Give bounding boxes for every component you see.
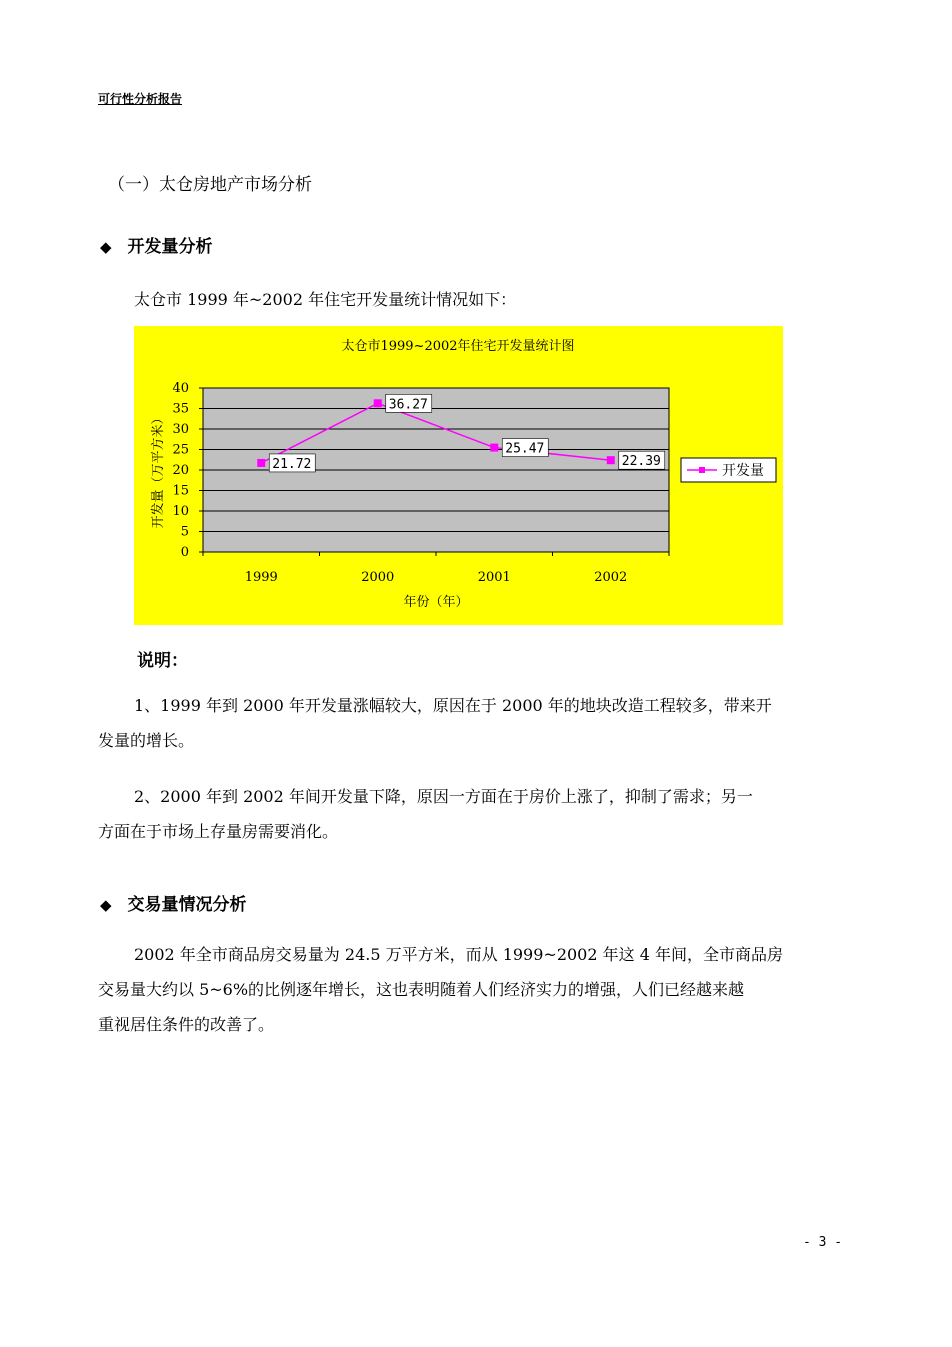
y-axis-label: 开发量（万平方米） [151, 411, 166, 529]
y-tick-label: 40 [172, 381, 189, 396]
diamond-bullet-icon: ◆ [100, 238, 112, 256]
development-heading-text: 开发量分析 [127, 237, 213, 257]
legend-marker-swatch [699, 467, 705, 473]
data-point [374, 399, 382, 407]
x-axis-label: 年份（年） [403, 595, 469, 610]
x-tick-label: 2002 [594, 570, 628, 585]
trade-line-2: 交易量大约以 5~6%的比例逐年增长，这也表明随着人们经济实力的增强，人们已经越来越 [98, 980, 745, 999]
trade-line-1 [98, 937, 858, 972]
note-item-2-line-2: 方面在于市场上存量房需要消化。 [98, 822, 339, 841]
y-tick-label: 35 [172, 401, 189, 417]
trade-line-3: 重视居住条件的改善了。 [98, 1015, 275, 1034]
data-point [607, 456, 615, 464]
development-heading [100, 232, 213, 257]
data-point [490, 444, 498, 452]
data-point [257, 459, 265, 467]
y-tick-label: 20 [172, 463, 189, 478]
development-chart [134, 326, 783, 625]
development-intro [98, 282, 858, 317]
y-tick-label: 0 [180, 545, 189, 560]
y-tick-label: 15 [172, 483, 189, 499]
page-header: 可行性分析报告 [98, 92, 183, 106]
data-label: 36.27 [388, 397, 428, 413]
diamond-bullet-icon: ◆ [100, 896, 112, 914]
chart-title: 太仓市1999~2002年住宅开发量统计图 [341, 339, 575, 354]
notes-label: 说明： [137, 651, 188, 671]
x-tick-label: 1999 [244, 570, 278, 585]
note-item-1-line-2: 发量的增长。 [98, 731, 195, 750]
legend-label: 开发量 [722, 463, 764, 479]
y-tick-label: 25 [172, 442, 189, 458]
chart-legend [681, 458, 776, 482]
data-label: 22.39 [621, 454, 661, 470]
data-label: 21.72 [272, 456, 312, 472]
trade-heading-text: 交易量情况分析 [127, 895, 247, 915]
note-item-1-line-1-text: 1、1999 年到 2000 年开发量涨幅较大，原因在于 2000 年的地块改造工程较多，带来开 [134, 696, 772, 715]
data-label: 25.47 [505, 441, 545, 457]
section-title: （一）太仓房地产市场分析 [108, 175, 312, 195]
development-chart-svg [134, 326, 783, 625]
page-number: - 3 - [803, 1235, 843, 1250]
y-tick-label: 30 [172, 422, 189, 437]
trade-line-1-text: 2002 年全市商品房交易量为 24.5 万平方米，而从 1999~2002 年这 4 年间，全市商品房 [134, 945, 783, 964]
trade-paragraph [98, 937, 858, 1042]
note-item-2-line-1-text: 2、2000 年到 2002 年间开发量下降，原因一方面在于房价上涨了，抑制了需求；另一 [134, 787, 753, 806]
trade-heading [100, 890, 247, 915]
y-tick-label: 10 [172, 504, 189, 519]
note-item-1-line-1 [98, 688, 858, 723]
x-axis-ticks [203, 552, 669, 585]
y-tick-label: 5 [180, 524, 189, 540]
note-item-2-line-1 [98, 779, 858, 814]
x-tick-label: 2000 [361, 570, 395, 585]
note-item-2 [98, 779, 858, 849]
development-intro-text: 太仓市 1999 年~2002 年住宅开发量统计情况如下： [134, 290, 517, 309]
note-item-1 [98, 688, 858, 758]
y-axis-ticks [172, 381, 203, 560]
x-tick-label: 2001 [477, 570, 511, 585]
